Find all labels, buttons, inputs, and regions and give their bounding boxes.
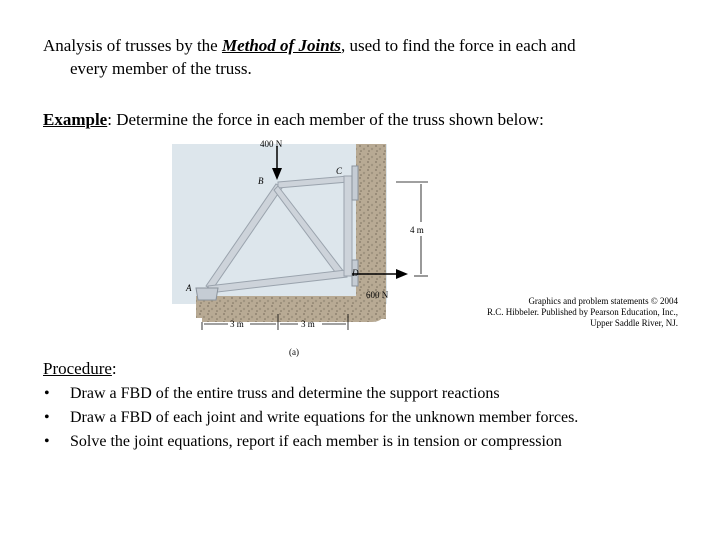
intro-suffix: , used to find the force in each and — [341, 36, 576, 55]
bracket-c — [352, 166, 358, 200]
joint-label-d: D — [352, 268, 359, 278]
ground — [196, 296, 376, 318]
intro-line-2: every member of the truss. — [70, 59, 252, 78]
truss-figure — [166, 136, 456, 360]
member-cd — [344, 176, 352, 276]
span-right-label: 3 m — [301, 319, 315, 329]
method-of-joints: Method of Joints — [221, 36, 341, 55]
load-600-arrow-icon — [396, 269, 408, 279]
step-text: Solve the joint equations, report if each member is in tension or compression — [70, 433, 562, 450]
credit-line-3: Upper Saddle River, NJ. — [590, 318, 678, 328]
figure-credit — [438, 296, 678, 329]
intro-paragraph — [43, 34, 693, 80]
bullet-icon: • — [44, 433, 50, 450]
list-item — [43, 382, 578, 406]
span-left-label: 3 m — [230, 319, 244, 329]
list-item — [43, 430, 578, 454]
procedure-colon: : — [111, 359, 117, 378]
credit-line-2: R.C. Hibbeler. Published by Pearson Education, Inc., — [487, 307, 678, 317]
procedure-label: Procedure — [43, 359, 112, 378]
list-item — [43, 406, 578, 430]
figure-caption: (a) — [289, 347, 299, 357]
step-text: Draw a FBD of the entire truss and determine the support reactions — [70, 385, 500, 402]
example-statement — [43, 109, 544, 131]
support-a — [196, 288, 218, 300]
intro-prefix: Analysis of trusses by the — [43, 36, 222, 55]
example-text: : Determine the force in each member of the truss shown below: — [107, 110, 544, 129]
procedure-heading — [43, 358, 117, 380]
example-label: Example — [43, 110, 108, 129]
joint-label-b: B — [258, 176, 264, 186]
joint-label-a: A — [186, 283, 192, 293]
load-side-label: 600 N — [366, 290, 389, 300]
step-text: Draw a FBD of each joint and write equations for the unknown member forces. — [70, 409, 579, 426]
bullet-icon: • — [44, 409, 50, 426]
credit-line-1: Graphics and problem statements © 2004 — [528, 296, 678, 306]
load-top-label: 400 N — [260, 139, 283, 149]
height-dim-label: 4 m — [410, 225, 424, 235]
joint-label-c: C — [336, 166, 343, 176]
procedure-steps — [43, 382, 578, 454]
bullet-icon: • — [44, 385, 50, 402]
intro-line-1 — [43, 34, 693, 57]
truss-diagram — [166, 136, 456, 360]
